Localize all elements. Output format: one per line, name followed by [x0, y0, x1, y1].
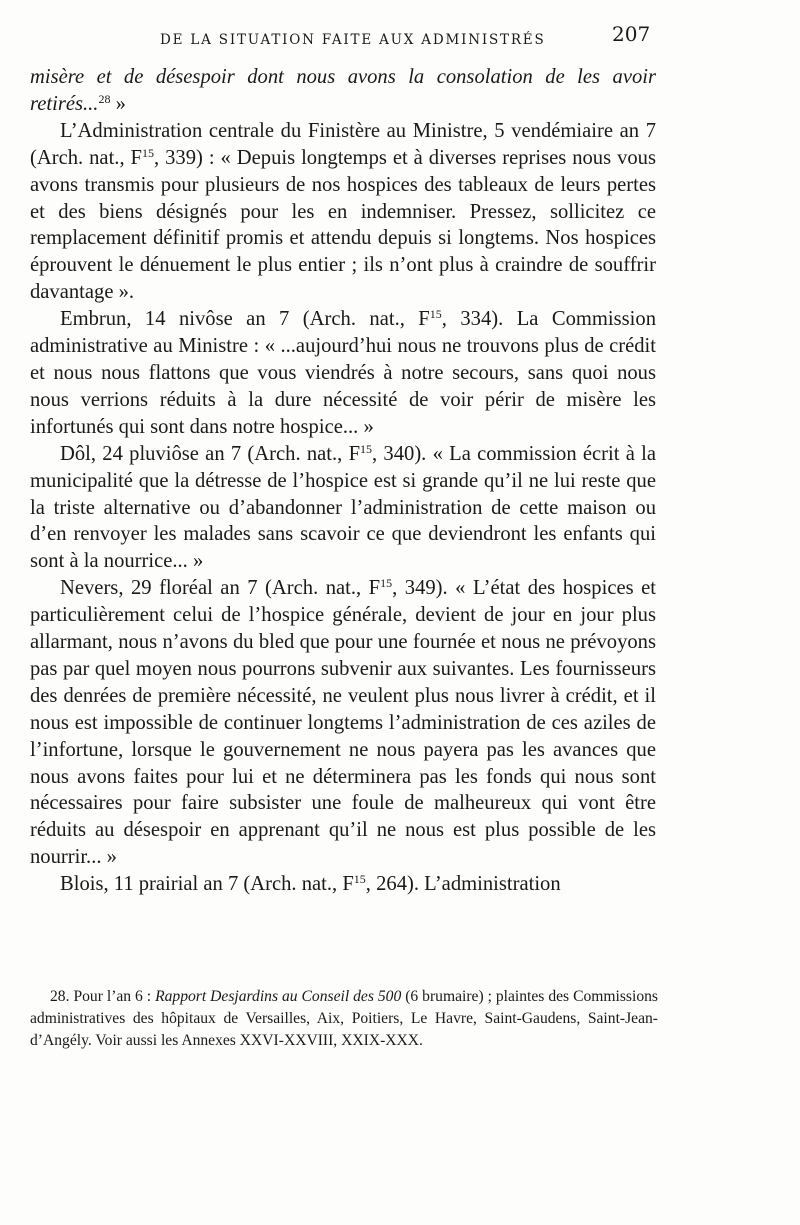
archive-superscript: 15	[360, 441, 373, 456]
paragraph-blois: Blois, 11 prairial an 7 (Arch. nat., $F^{15}$, 264). L’administration	[60, 872, 561, 896]
archive-superscript: 15	[429, 307, 442, 322]
footnote-number: 28.	[50, 988, 70, 1005]
running-head: DE LA SITUATION FAITE AUX ADMINISTRÉS	[160, 32, 546, 48]
archive-superscript: 15	[142, 145, 155, 160]
footnote-28: 28. Pour l’an 6 : Rapport Desjardins au Conseil des 500 (6 brumaire) ; plaintes des Commissions administratives des hôpitaux de Versailles, Aix, Poitiers, Le Havre, Saint-Gaudens, Saint-Jean-d’Angély. Voir aussi les Annexes XXVI-XXVIII, XXIX-XXX.	[30, 988, 658, 1049]
page-number: 207	[612, 22, 651, 46]
archive-superscript: 15	[353, 872, 366, 887]
paragraph-nevers: Nevers, 29 floréal an 7 (Arch. nat., $F^{15}$, 349). « L’état des hospices et particulièrement celui de l’hospice générale, devient de jour en jour plus allarmant, nous n’avons du bled que pour une fournée et nous ne prévoyons pas par quel moyen nous pourrons subvenir aux suivantes. Les fournisseurs des denrées de première nécessité, ne veulent plus nous livrer à crédit, et il nous est impossible de continuer longtems l’administration de ces aziles de l’infortune, lorsque le gouvernement ne nous payera pas les avances que nous avons faites pour lui et ne déterminera pas les fonds qui nous sont nécessaires pour faire subsister une foule de malheureux qui vont être réduits au désespoir en apprenant qu’il ne nous est plus possible de les nourrir... »	[30, 576, 656, 869]
footnote-title: Rapport Desjardins au Conseil des 500	[155, 988, 402, 1005]
paragraph-dol: Dôl, 24 pluviôse an 7 (Arch. nat., $F^{15}$, 340). « La commission écrit à la municipalité que la détresse de l’hospice est si grande qu’il ne lui reste que la triste alternative ou d’abandonner l’administration de cette maison ou d’en renvoyer les malades sans scavoir ce que deviendront les enfants qui sont à la nourrice... »	[30, 441, 656, 573]
footnote-ref[interactable]: 28	[98, 91, 111, 106]
paragraph-embrun: Embrun, 14 nivôse an 7 (Arch. nat., $F^{15}$, 334). La Commission administrative au Ministre : « ...aujourd’hui nous ne trouvons plus de crédit et nous nous flattons que vous viendrés à notre secours, sans quoi nous nous verrions réduits à la dure nécessité de voir périr de misère les infortunés qui sont dans notre hospice... »	[30, 307, 656, 438]
body-text	[30, 64, 656, 898]
quote-italic: misère et de désespoir dont nous avons la consolation de les avoir retirés...	[30, 66, 656, 115]
paragraph-finistere: L’Administration centrale du Finistère au Ministre, 5 vendémiaire an 7 (Arch. nat., $F^{15}$, 339) : « Depuis longtemps et à diverses reprises nous vous avons transmis pour plusieurs de nos hospices des tableaux de leurs pertes et des biens désignés pour les en indemniser. Pressez, sollicitez ce remplacement définitif promis et attendu depuis si longtems. Nos hospices éprouvent le dénuement le plus entier ; ils n’ont plus à craindre de souffrir davantage ».	[30, 119, 656, 304]
archive-superscript: 15	[380, 576, 393, 591]
paragraph-continuation: misère et de désespoir dont nous avons la consolation de les avoir retirés...$^{28}$ »	[30, 66, 656, 115]
